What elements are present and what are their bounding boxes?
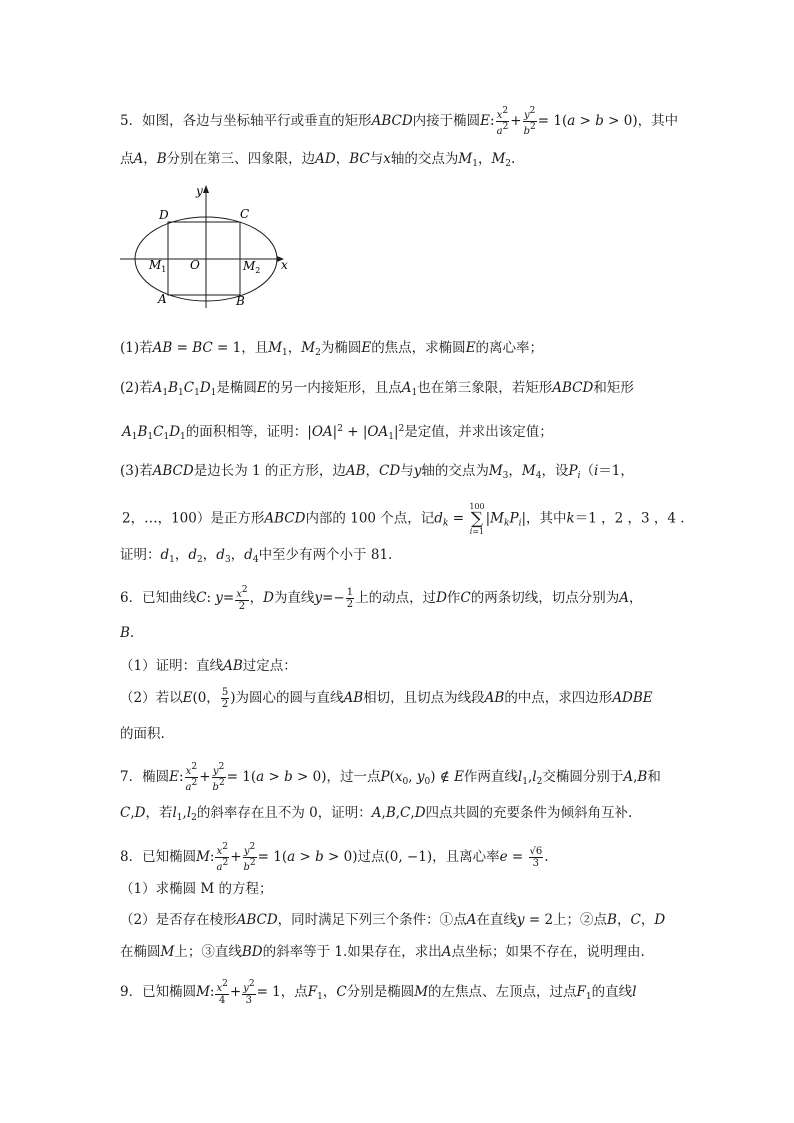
p6-q2: （2）若以E(0， $\frac{5}{2}$ )为圆心的圆与直线AB相切，且切点为线段AB的中点，求四边形ADBE [120, 687, 653, 710]
p6-q2-line2: 的面积. [120, 726, 165, 742]
p5-q3-line3: 证明：$d_1$，$d_2$，$d_3$，$d_4$中至少有两个小于 81. [120, 547, 393, 565]
label-o: O [190, 258, 200, 272]
label-x: x [281, 258, 288, 272]
p7-intro-line: 7．椭圆E: $\frac{x^2}{a^2}$ + $\frac{y^2}{b^2}$ = 1(a > b > 0)，过一点$P(x_0$, $y_0$) ∉ E作两直线$l_1,l_2$交椭圆分别于A,B和 [120, 762, 661, 793]
p6-q1: （1）证明：直线AB过定点： [120, 658, 297, 674]
p6-line2: B. [120, 625, 135, 641]
label-b: B [236, 294, 245, 308]
p5-q2: (2)若$A_1B_1C_1D_1$是椭圆E的另一内接矩形，且点$A_1$也在第三象限，若矩形ABCD和矩形 [120, 380, 634, 398]
p6-intro-line: 6．已知曲线C: y= $\frac{x^2}{2}$ ，D为直线y=− $\frac{1}{2}$ 上的动点，过D作C的两条切线，切点分别为A， [120, 585, 643, 612]
p8-q1: （1）求椭圆 M 的方程； [120, 881, 273, 897]
p5-line2: 点A，B分别在第三、四象限，边AD，BC与x轴的交点为$M_1$，$M_2$. [120, 151, 516, 169]
p5-q1: (1)若AB = BC = 1，且$M_1$，$M_2$为椭圆E的焦点，求椭圆E的离心率； [120, 340, 544, 358]
p5-q3: (3)若ABCD是边长为 1 的正方形，边AB，CD与y轴的交点为$M_3$，$M_4$，设$P_i(i=1$， [120, 463, 634, 481]
p5-intro-line: 5．如图，各边与坐标轴平行或垂直的矩形ABCD内接于椭圆E: $\frac{x^2}{a^2}$ + $\frac{y^2}{b^2}$ = 1(a > b > 0)，其中 [120, 106, 679, 137]
p8-intro-line: 8．已知椭圆M: $\frac{x^2}{a^2}$ + $\frac{y^2}{b^2}$ = 1(a > b > 0)过点(0, −1)，且离心率e = $\frac{√6}{3}$ . [120, 842, 549, 873]
p8-q2: （2）是否存在棱形ABCD，同时满足下列三个条件：①点A在直线y = 2上；②点B，C，D [120, 912, 666, 928]
p8-q2-line2: 在椭圆M上；③直线BD的斜率等于 1.如果存在，求出A点坐标；如果不存在，说明理由. [120, 944, 645, 960]
p5-q2-line2: $A_1B_1C_1D_1$的面积相等，证明：$|OA|^2 + |OA_1|^2$是定值，并求出该定值； [122, 424, 553, 442]
label-c: C [240, 207, 250, 221]
p5-q3-line2: 2，…，100）是正方形ABCD内部的 100 个点，记$d_k = 100$ ∑ $i=1|M_kP_i|$，其中k＝1 ，2 ，3 ，4 . [122, 502, 685, 536]
y-axis-arrow [203, 185, 209, 193]
p7-line2: C,D，若$l_1,l_2$的斜率存在且不为 0，证明：A,B,C,D四点共圆的充要条件为倾斜角互补. [120, 805, 633, 823]
label-m2: $M_2$ [243, 259, 261, 275]
ellipse-rectangle-figure [118, 180, 298, 310]
p9-intro-line: 9．已知椭圆M: $\frac{x^2}{4}$ + $\frac{y^2}{3}$ = 1，点$F_1$，C分别是椭圆M的左焦点、左顶点，过点$F_1$的直线l [120, 979, 637, 1006]
label-a: A [158, 292, 167, 306]
label-y: y [196, 184, 203, 198]
label-d: D [159, 208, 169, 222]
label-m1: $M_1$ [149, 258, 167, 274]
